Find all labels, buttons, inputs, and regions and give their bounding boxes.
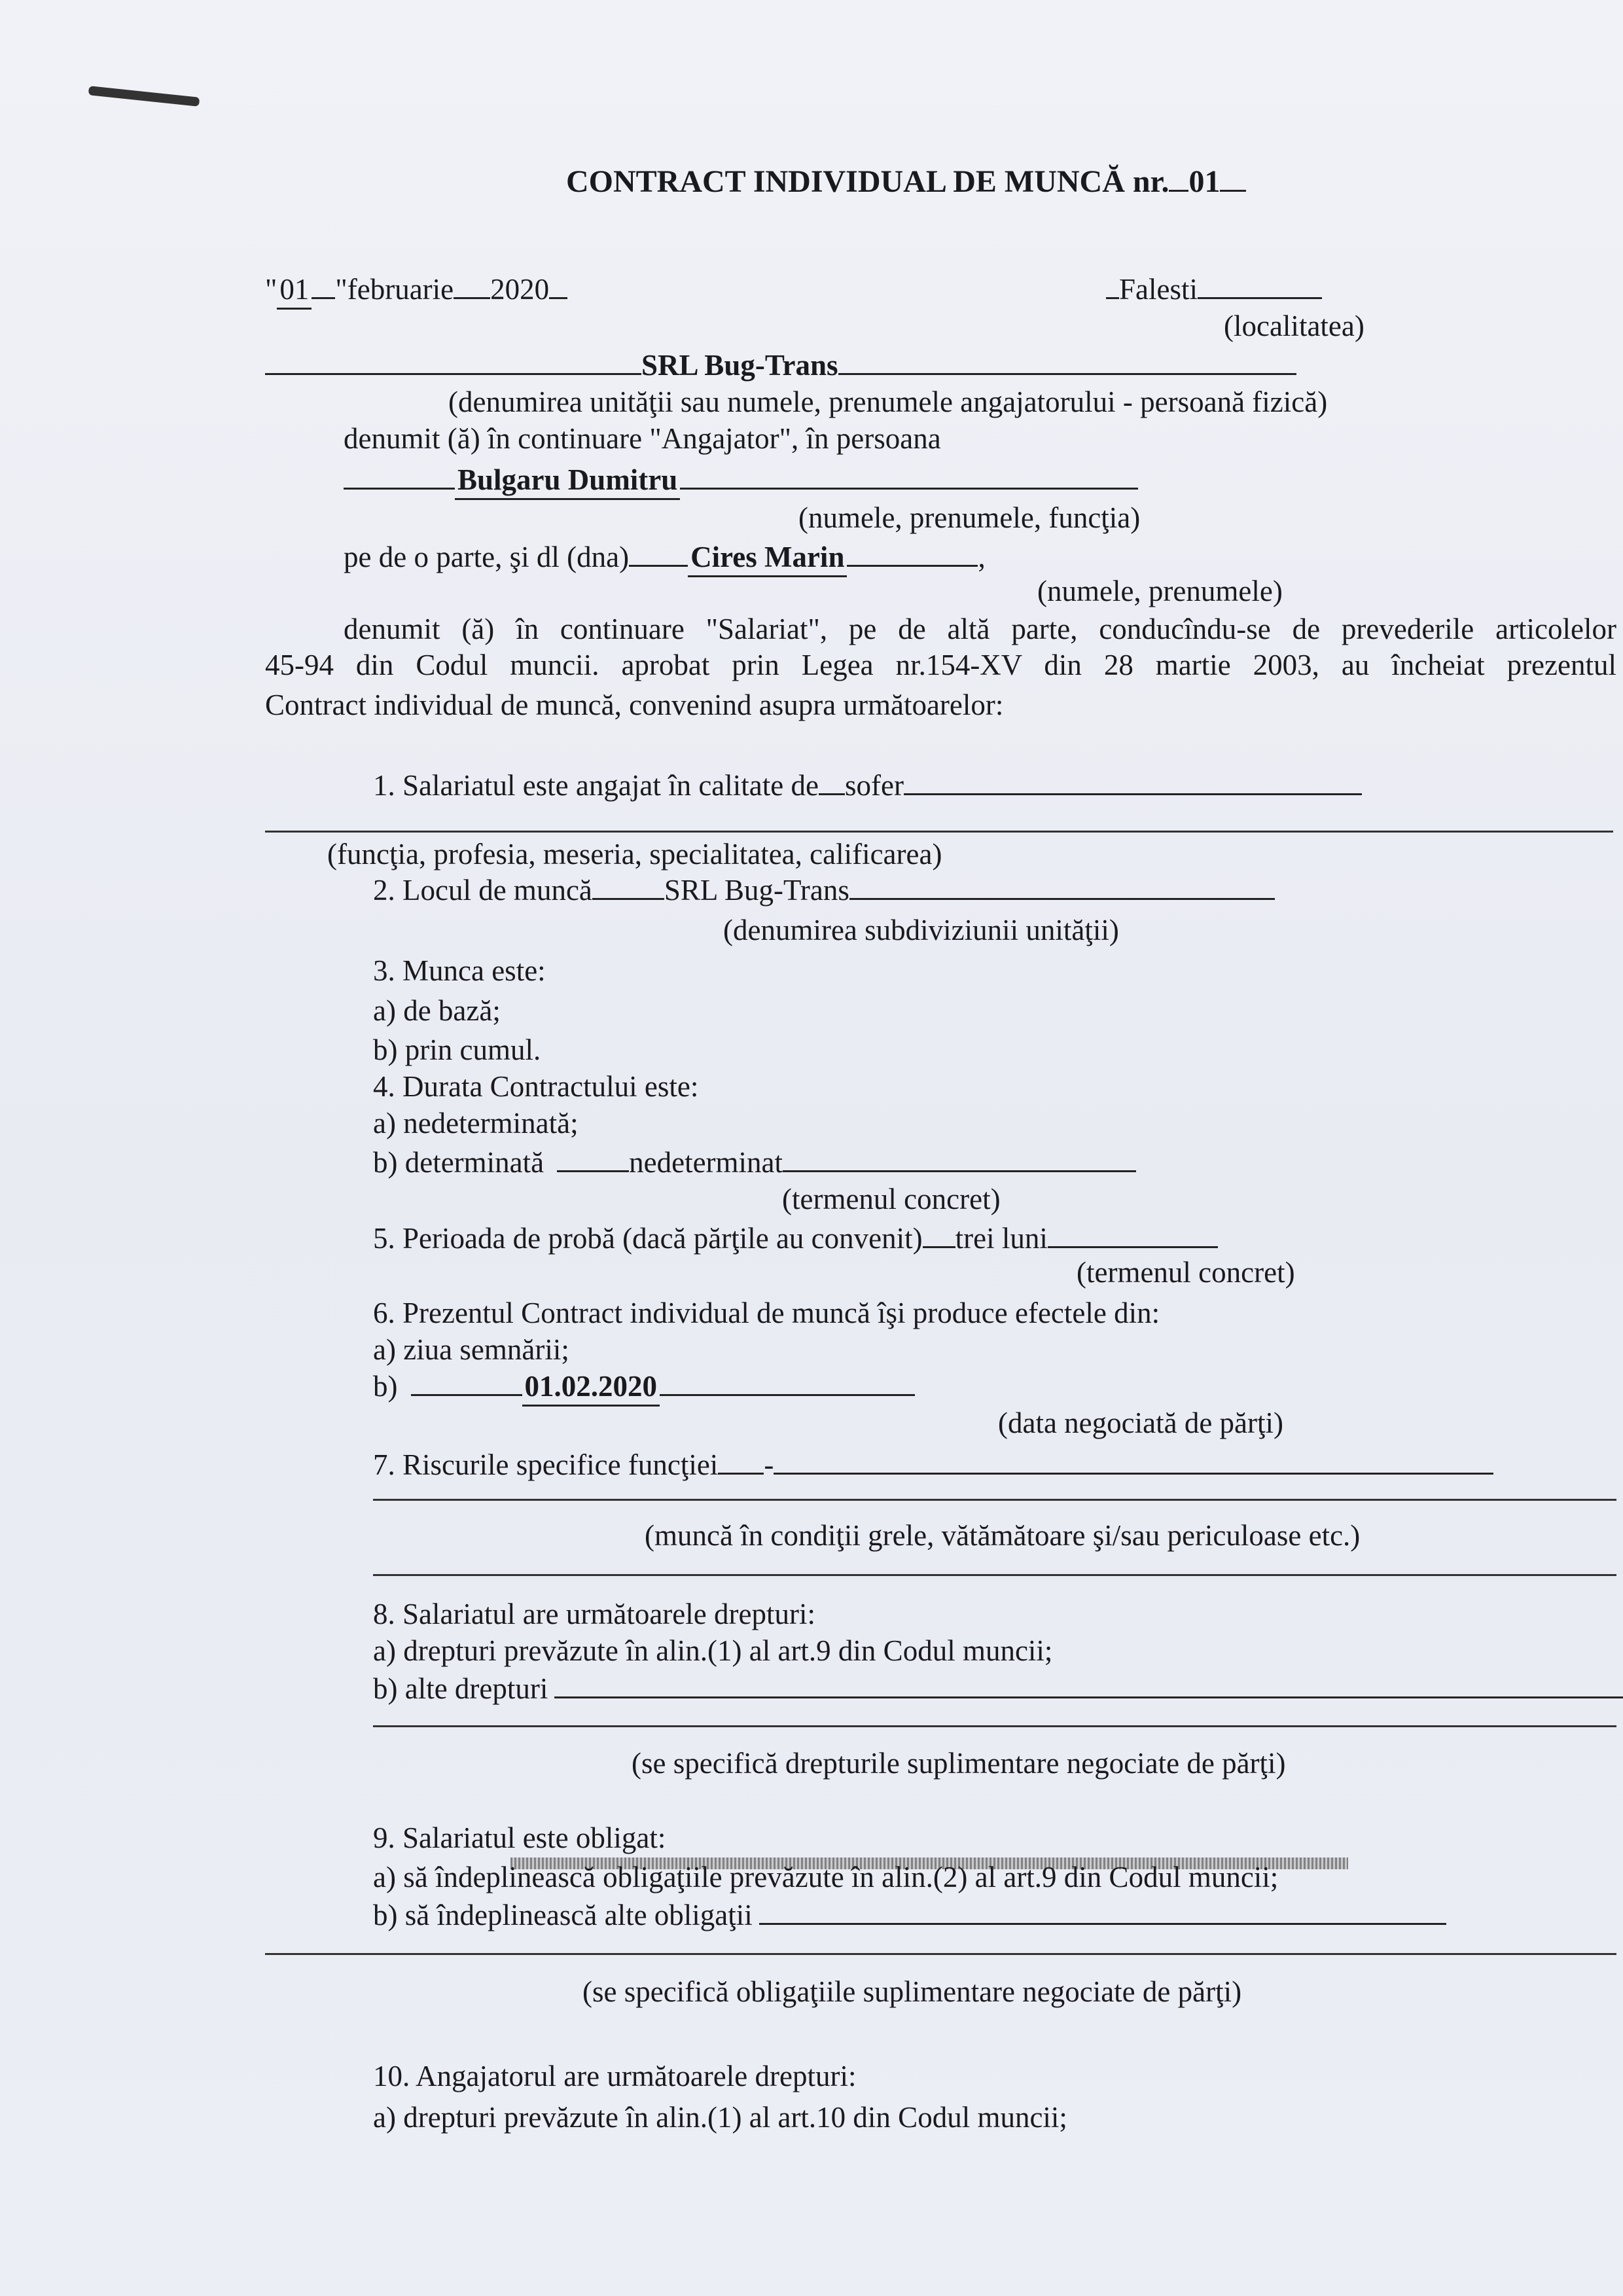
clause-caption: (denumirea subdiviziunii unităţii) bbox=[723, 914, 1119, 946]
blank bbox=[1048, 1220, 1218, 1248]
contract-number: 01 bbox=[1188, 164, 1221, 199]
clause-1 bbox=[373, 767, 1362, 804]
place-caption: (localitatea) bbox=[1224, 310, 1364, 342]
clause-4: 4. Durata Contractului este: bbox=[373, 1070, 699, 1103]
blank bbox=[1106, 271, 1119, 299]
employee-name: Cires Marin bbox=[688, 539, 847, 577]
employee-line: pe de o parte, şi dl (dna) Cires Marin , bbox=[344, 539, 986, 577]
blank bbox=[411, 1368, 522, 1396]
blank bbox=[549, 271, 567, 299]
place: Falesti bbox=[1119, 273, 1198, 306]
blank bbox=[847, 539, 978, 567]
clause-2 bbox=[373, 872, 1275, 908]
employee-intro: pe de o parte, şi dl (dna) bbox=[344, 541, 630, 573]
clause-option: a) drepturi prevăzute în alin.(1) al art.9 din Codul muncii; bbox=[373, 1634, 1053, 1667]
blank bbox=[904, 767, 1362, 795]
clause-5 bbox=[373, 1220, 1218, 1257]
blank bbox=[454, 271, 490, 299]
blank bbox=[1198, 271, 1322, 299]
blank bbox=[774, 1446, 1493, 1475]
clause-3: 3. Munca este: bbox=[373, 954, 546, 987]
clause-caption: (termenul concret) bbox=[782, 1183, 1001, 1215]
clause-option bbox=[373, 1144, 1136, 1181]
clause-7 bbox=[373, 1446, 1493, 1483]
clause-label: 5. Perioada de probă (dacă părţile au convenit) bbox=[373, 1222, 923, 1255]
clause-option: a) ziua semnării; bbox=[373, 1333, 569, 1366]
blank bbox=[344, 461, 455, 490]
employer-intro: denumit (ă) în continuare "Angajator", în persoana bbox=[344, 422, 941, 455]
date-year: 2020 bbox=[490, 273, 550, 306]
employer-name: SRL Bug-Trans bbox=[641, 349, 838, 382]
preamble-line: denumit (ă) în continuare "Salariat", pe de altă parte, conducîndu-se de prevederile articolelor bbox=[344, 613, 1616, 645]
clause-label: b) determinată bbox=[373, 1146, 544, 1179]
blank bbox=[557, 1144, 629, 1172]
clause-caption: (se specifică drepturile suplimentare negociate de părţi) bbox=[632, 1747, 1286, 1780]
blank bbox=[660, 1368, 915, 1396]
clause-label: 1. Salariatul este angajat în calitate de bbox=[373, 769, 819, 802]
clause-label: b) bbox=[373, 1370, 398, 1403]
preamble-line: Contract individual de muncă, convenind asupra următoarelor: bbox=[265, 689, 1004, 721]
place-line bbox=[1106, 271, 1322, 308]
clause-caption: (data negociată de părţi) bbox=[998, 1407, 1284, 1439]
clause-label: b) alte drepturi bbox=[373, 1672, 548, 1705]
blank bbox=[849, 872, 1275, 900]
job-title: sofer bbox=[844, 769, 904, 802]
clause-6: 6. Prezentul Contract individual de muncă îşi produce efectele din: bbox=[373, 1297, 1160, 1329]
blank bbox=[838, 347, 1296, 375]
effective-date: 01.02.2020 bbox=[522, 1368, 660, 1407]
blank bbox=[1220, 164, 1246, 192]
blank bbox=[819, 767, 845, 795]
date-line: "01 "februarie 2020 bbox=[265, 271, 567, 310]
clause-label: b) să îndeplinească alte obligaţii bbox=[373, 1899, 753, 1931]
clause-option bbox=[373, 1368, 915, 1407]
employer-caption: (denumirea unităţii sau numele, prenumele angajatorului - persoană fizică) bbox=[448, 386, 1328, 418]
title-text: CONTRACT INDIVIDUAL DE MUNCĂ nr. bbox=[566, 164, 1169, 199]
representative-line bbox=[344, 461, 1138, 500]
workplace: SRL Bug-Trans bbox=[664, 874, 849, 906]
representative-caption: (numele, prenumele, funcţia) bbox=[798, 501, 1141, 534]
clause-caption: (se specifică obligaţiile suplimentare negociate de părţi) bbox=[582, 1975, 1242, 2008]
blank bbox=[680, 461, 1138, 490]
clause-label: 2. Locul de muncă bbox=[373, 874, 592, 906]
blank bbox=[592, 872, 664, 900]
contract-duration: nedeterminat bbox=[629, 1146, 783, 1179]
employer-line bbox=[265, 347, 1296, 384]
blank bbox=[783, 1144, 1136, 1172]
representative-name: Bulgaru Dumitru bbox=[455, 461, 680, 500]
clause-option: b) prin cumul. bbox=[373, 1033, 541, 1066]
clause-10: 10. Angajatorul are următoarele drepturi: bbox=[373, 2060, 857, 2092]
clause-caption: (muncă în condiţii grele, vătămătoare şi/sau periculoase etc.) bbox=[645, 1519, 1361, 1552]
clause-option: a) de bază; bbox=[373, 994, 501, 1027]
contract-title bbox=[566, 164, 1246, 200]
blank bbox=[1169, 164, 1188, 192]
employee-caption: (numele, prenumele) bbox=[1037, 575, 1283, 607]
clause-option: a) nedeterminată; bbox=[373, 1107, 579, 1139]
specific-risks: - bbox=[764, 1448, 774, 1481]
blank bbox=[718, 1446, 764, 1475]
probation-period: trei luni bbox=[955, 1222, 1048, 1255]
blank bbox=[923, 1220, 955, 1248]
clause-option: a) să îndeplinească obligaţiile prevăzute în alin.(2) al art.9 din Codul muncii; bbox=[373, 1861, 1279, 1893]
fill-line bbox=[265, 831, 1613, 833]
clause-option bbox=[373, 1670, 1623, 1707]
clause-caption: (funcţia, profesia, meseria, specialitatea, calificarea) bbox=[327, 838, 942, 870]
fill-line bbox=[373, 1574, 1616, 1576]
blank bbox=[759, 1897, 1446, 1925]
blank bbox=[629, 539, 688, 567]
fill-line bbox=[265, 1953, 1616, 1955]
blank bbox=[312, 271, 335, 299]
clause-caption: (termenul concret) bbox=[1077, 1256, 1295, 1289]
clause-label: 7. Riscurile specifice funcţiei bbox=[373, 1448, 719, 1481]
preamble-line: 45-94 din Codul muncii. aprobat prin Legea nr.154-XV din 28 martie 2003, au încheiat prezentul bbox=[265, 649, 1616, 681]
clause-option bbox=[373, 1897, 1446, 1933]
blank bbox=[554, 1670, 1623, 1698]
clause-8: 8. Salariatul are următoarele drepturi: bbox=[373, 1598, 815, 1630]
fill-line bbox=[373, 1499, 1616, 1501]
date-day: 01 bbox=[277, 271, 312, 310]
clause-option: a) drepturi prevăzute în alin.(1) al art.10 din Codul muncii; bbox=[373, 2101, 1067, 2134]
date-month: februarie bbox=[347, 273, 454, 306]
fill-line bbox=[373, 1725, 1616, 1727]
clause-9: 9. Salariatul este obligat: bbox=[373, 1821, 666, 1854]
blank bbox=[265, 347, 641, 375]
